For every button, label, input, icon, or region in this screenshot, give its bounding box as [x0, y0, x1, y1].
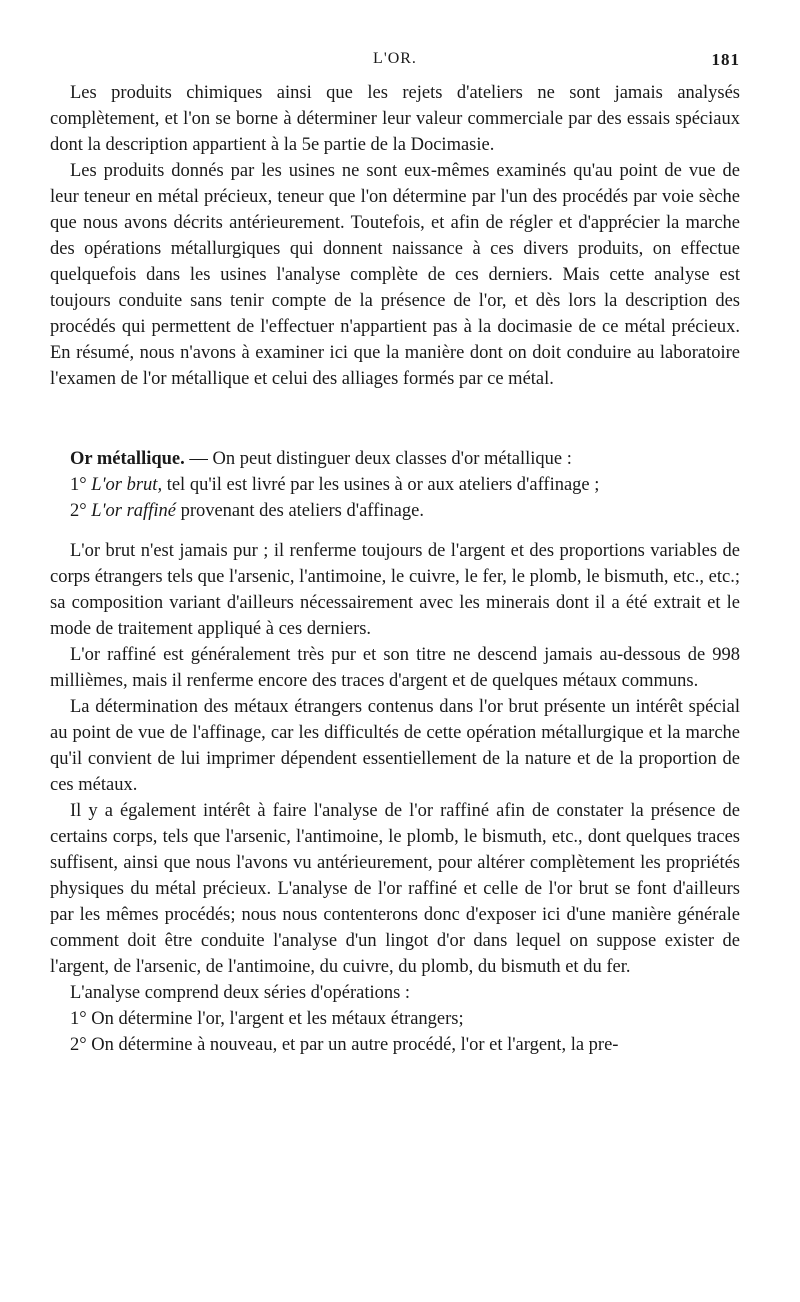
list-item-2 — [50, 498, 740, 524]
paragraph-4: L'or raffiné est généralement très pur et son titre ne descend jamais au-dessous de 998 millièmes, mais il renferme encore des traces d'argent et de quelques métaux communs. — [50, 645, 740, 691]
running-title: L'OR. — [373, 50, 417, 67]
list-item-4: 2° On détermine à nouveau, et par un autre procédé, l'or et l'argent, la pre- — [70, 1035, 619, 1055]
paragraph-3: L'or brut n'est jamais pur ; il renferme toujours de l'argent et des proportions variables de corps étrangers tels que l'arsenic, l'antimoine, le cuivre, le fer, le plomb, le bismuth, etc., etc.; sa composition variant d'ailleurs nécessairement avec les minerais dont il a été extrait et le mode de traitement appliqué à ces derniers. — [50, 541, 740, 639]
paragraph-1: Les produits chimiques ainsi que les rejets d'ateliers ne sont jamais analysés complètement, et l'on se borne à déterminer leur valeur commerciale par des essais spéciaux dont la description appartient à la 5e partie de la Docimasie. — [50, 83, 740, 155]
paragraph-5: La détermination des métaux étrangers contenus dans l'or brut présente un intérêt spécial au point de vue de l'affinage, car les difficultés de cette opération métallurgique et la marche qu'il convient de lui imprimer dépendent essentiellement de la nature et de la proportion de ces métaux. — [50, 697, 740, 795]
paragraph-6: Il y a également intérêt à faire l'analyse de l'or raffiné afin de constater la présence de certains corps, tels que l'arsenic, l'antimoine, le plomb, le bismuth, etc., dont quelques traces suffisent, ainsi que nous l'avons vu antérieurement, pour altérer complètement les propriétés physiques du métal précieux. L'analyse de l'or raffiné et celle de l'or brut se font d'ailleurs par les mêmes procédés; nous nous contenterons donc d'exposer ici d'une manière générale comment doit être conduite l'analyse d'un lingot d'or dans lequel on suppose exister de l'argent, de l'arsenic, de l'antimoine, du cuivre, du plomb, du bismuth et du fer. — [50, 801, 740, 977]
running-head — [50, 50, 740, 72]
list-item-2-text: provenant des ateliers d'affinage. — [175, 501, 424, 521]
list-item-1-term: L'or brut, — [91, 475, 163, 495]
list-item-3: 1° On détermine l'or, l'argent et les métaux étrangers; — [70, 1009, 464, 1029]
list-item-2-number: 2° — [70, 501, 92, 521]
section-heading: Or métallique. — [70, 449, 185, 469]
page-body — [50, 80, 740, 1058]
page-number: 181 — [711, 50, 740, 69]
page — [50, 0, 750, 1302]
section-heading-paragraph — [50, 446, 740, 472]
list-item-1 — [50, 472, 740, 498]
list-item-1-text: tel qu'il est livré par les usines à or aux ateliers d'affinage ; — [162, 475, 600, 495]
list-item-1-number: 1° — [70, 475, 92, 495]
list-item-2-term: L'or raffiné — [91, 501, 176, 521]
section-heading-text: — On peut distinguer deux classes d'or métallique : — [184, 449, 572, 469]
paragraph-7: L'analyse comprend deux séries d'opérations : — [70, 983, 411, 1003]
paragraph-2: Les produits donnés par les usines ne sont eux-mêmes examinés qu'au point de vue de leur teneur en métal précieux, teneur que l'on détermine par l'un des procédés par voie sèche que nous avons décrits antérieurement. Toutefois, et afin de régler et d'apprécier la marche des opérations métallurgiques qui donnent naissance à ces divers produits, on effectue quelquefois dans les usines l'analyse complète de ces derniers. Mais cette analyse est toujours conduite sans tenir compte de la présence de l'or, et dès lors la description des procédés qui permettent de l'effectuer n'appartient pas à la docimasie de ce métal précieux. En résumé, nous n'avons à examiner ici que la manière dont on doit conduire au laboratoire l'examen de l'or métallique et celui des alliages formés par ce métal. — [50, 161, 740, 389]
